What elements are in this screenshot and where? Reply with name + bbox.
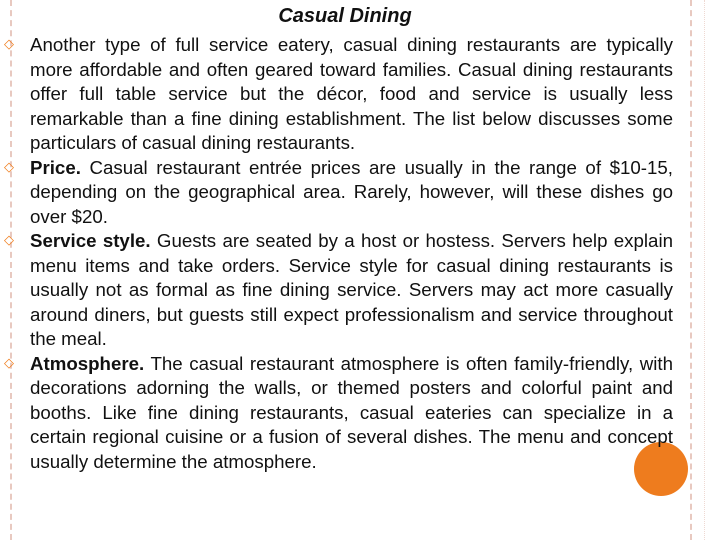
right-dashed-border xyxy=(690,0,692,540)
bullet-item-intro xyxy=(4,33,673,156)
bullet-item-service-style xyxy=(4,229,673,352)
right-dotted-border xyxy=(704,0,705,540)
hollow-diamond-bullet-icon: ◇ xyxy=(4,233,14,248)
bullet-text: The casual restaurant atmosphere is often family-friendly, with decorations adorning the walls, or themed posters and colorful paint and booths. Like fine dining restaurants, casual eateries can specialize in a certain regional cuisine or a fusion of several dishes. The menu and concept usually determine the atmosphere. xyxy=(30,352,673,472)
bullet-lead: Service style. xyxy=(30,230,151,251)
slide-title: Casual Dining xyxy=(278,5,412,27)
bullet-item-price xyxy=(4,156,673,230)
bullet-lead: Price. xyxy=(30,156,81,178)
hollow-diamond-bullet-icon: ◇ xyxy=(4,159,14,175)
bullet-text: Guests are seated by a host or hostess. Servers help explain menu items and take orders. Service style for casual dining restaurants is usually not as formal as fine dining service. Servers may act more casually around diners, but guests still expect professionalism and service throughout the meal. xyxy=(30,230,673,349)
bullet-lead: Atmosphere. xyxy=(30,352,145,374)
bullet-item-atmosphere xyxy=(4,352,673,475)
left-dashed-border xyxy=(10,0,12,540)
hollow-diamond-bullet-icon: ◇ xyxy=(4,37,14,52)
bullet-text: Casual restaurant entrée prices are usually in the range of $10-15, depending on the geographical area. Rarely, however, will these dishes go over $20. xyxy=(30,156,673,227)
hollow-diamond-bullet-icon: ◇ xyxy=(4,355,14,371)
bullet-list xyxy=(4,33,673,474)
bullet-text: Another type of full service eatery, casual dining restaurants are typically more affordable and often geared toward families. Casual dining restaurants offer full table service but the décor, food and service is usually less remarkable than a fine dining establishment. The list below discusses some particulars of casual dining restaurants. xyxy=(30,34,673,153)
